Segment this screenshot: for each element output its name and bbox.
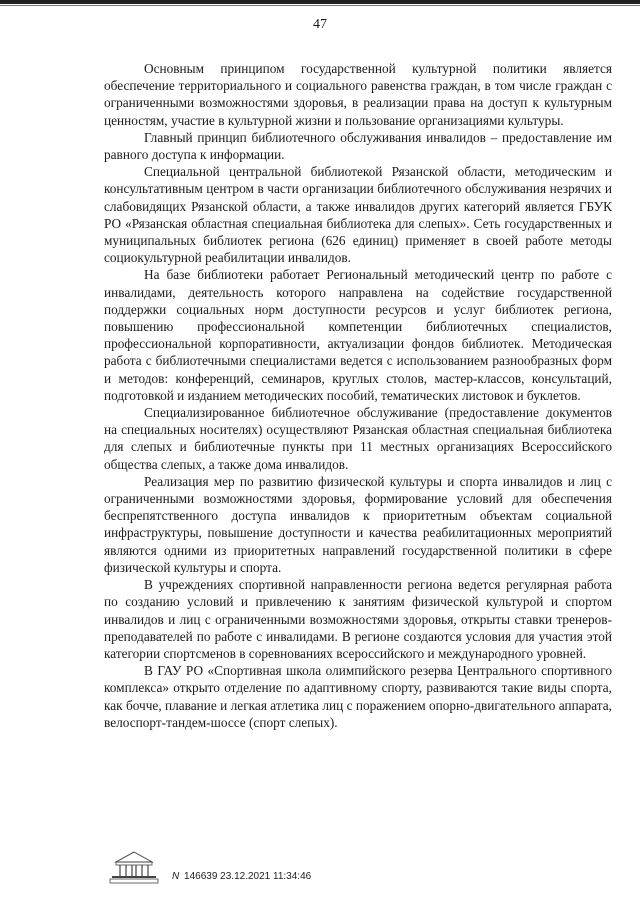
government-building-stamp-icon	[108, 850, 160, 884]
paragraph-3: Специальной центральной библиотекой Рязанской области, методическим и консультативным центром в части организации библиотечного обслуживания незрячих и слабовидящих Рязанской области, а также инвалидов других категорий является ГБУК РО «Рязанская областная специальная библиотека для слепых». Сеть государственных и муниципальных библиотек региона (626 единиц) применяет в своей работе методы социокультурной реабилитации инвалидов.	[104, 164, 612, 266]
paragraph-6: Реализация мер по развитию физической культуры и спорта инвалидов и лиц с ограниченными возможностями здоровья, формирование условий для обеспечения беспрепятственного доступа инвалидов к приоритетным объектам социальной инфраструктуры, повышение доступности и качества реабилитационных мероприятий являются одними из приоритетных направлений государственной политики в сфере физической культуры и спорта.	[104, 473, 612, 575]
document-number: 146639	[184, 871, 218, 882]
paragraph-8: В ГАУ РО «Спортивная школа олимпийского резерва Центрального спортивного комплекса» открыто отделение по адаптивному спорту, развиваются такие виды спорта, как бочче, плавание и легкая атлетика лиц с поражением опорно-двигательного аппарата, велоспорт-тандем-шоссе (спорт слепых).	[104, 663, 612, 730]
paragraph-5: Специализированное библиотечное обслуживание (предоставление документов на специальных носителях) осуществляют Рязанская областная специальная библиотека для слепых и библиотечные пункты при 11 местных организациях Всероссийского общества слепых, а также дома инвалидов.	[104, 405, 612, 472]
paragraph-1: Основным принципом государственной культурной политики является обеспечение территориального и социального равенства граждан, в том числе граждан с ограниченными возможностями здоровья, в реализации права на доступ к культурным ценностям, участие в культурной жизни и пользование организациями культуры.	[104, 61, 612, 128]
paragraph-7: В учреждениях спортивной направленности региона ведется регулярная работа по созданию условий и привлечению к занятиям физической культурой и спортом инвалидов и лиц с ограниченными возможностями здоровья, открыты ставки тренеров-преподавателей по работе с инвалидами. В регионе создаются условия для участия этой категории спортсменов в соревнованиях всероссийского и международного уровней.	[104, 577, 612, 661]
document-time: 11:34:46	[273, 871, 312, 882]
document-registration-stamp	[172, 871, 311, 882]
signature-mark: N	[172, 871, 180, 882]
paragraph-2: Главный принцип библиотечного обслуживания инвалидов – предоставление им равного доступа к информации.	[104, 129, 612, 163]
paragraph-4: На базе библиотеки работает Региональный методический центр по работе с инвалидами, деятельность которого направлена на содействие государственной поддержки социальных норм доступности ресурсов и услуг библиотек региона, повышению профессиональной компетенции библиотечных специалистов, профессиональной корпоративности, актуализации фондов библиотек. Методическая работа с библиотечными специалистами ведется с использованием разнообразных форм и методов: конференций, семинаров, круглых столов, мастер-классов, консультаций, подготовкой и изданием методических пособий, тематических листовок и буклетов.	[104, 267, 612, 403]
top-border	[0, 0, 640, 4]
page-number: 47	[313, 17, 327, 32]
top-border-thin	[0, 5, 640, 6]
document-body	[104, 60, 612, 731]
document-date: 23.12.2021	[220, 871, 271, 882]
